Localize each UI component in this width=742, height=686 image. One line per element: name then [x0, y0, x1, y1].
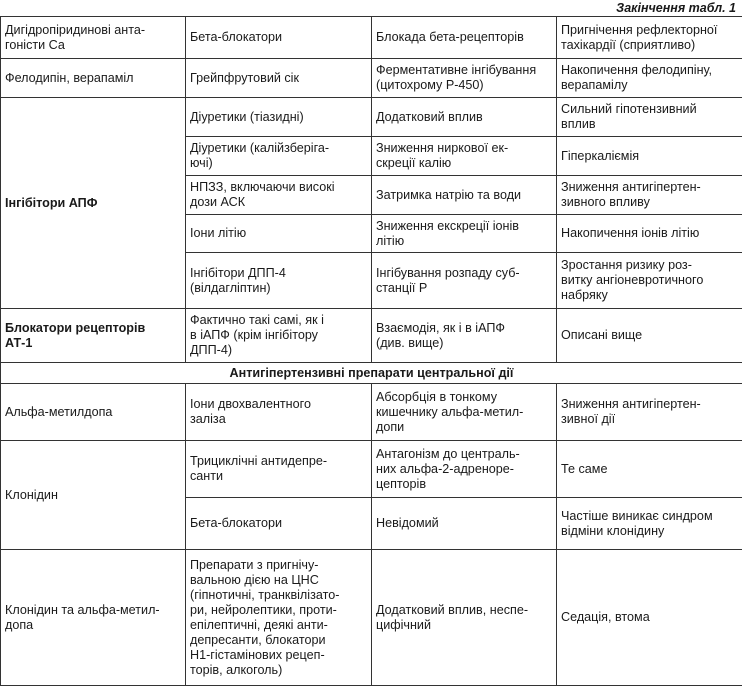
drug-cell: Інгібітори АПФ: [1, 98, 186, 309]
effect-cell: Сильний гіпотензивний вплив: [557, 98, 742, 137]
effect-cell: Пригнічення рефлекторної тахікардії (сприятливо): [557, 17, 742, 59]
effect-cell: Зростання ризику роз- витку ангіоневротичного набряку: [557, 253, 742, 309]
effect-cell: Частіше виникає синдром відміни клонідину: [557, 498, 742, 550]
effect-cell: Описані вище: [557, 309, 742, 363]
effect-cell: Накопичення іонів літію: [557, 215, 742, 253]
drug-cell: Клонідин та альфа-метил- допа: [1, 550, 186, 686]
table-row: [1, 98, 742, 137]
drug-cell: Фелодипін, верапаміл: [1, 59, 186, 98]
drug-cell: Блокатори рецепторів АТ-1: [1, 309, 186, 363]
table-row: [1, 17, 742, 59]
mechanism-cell: Ферментативне інгібування (цитохрому Р-450): [372, 59, 557, 98]
section-row: [1, 363, 742, 384]
interacting-agent-cell: Фактично такі самі, як і в іАПФ (крім інгібітору ДПП-4): [186, 309, 372, 363]
effect-cell: Зниження антигіпертен- зивної дії: [557, 384, 742, 441]
effect-cell: Гіперкаліємія: [557, 137, 742, 176]
table-row: [1, 59, 742, 98]
drug-interaction-table: [0, 16, 742, 686]
mechanism-cell: Затримка натрію та води: [372, 176, 557, 215]
interacting-agent-cell: Бета-блокатори: [186, 498, 372, 550]
drug-cell: Дигідропіридинові анта- гоністи Са: [1, 17, 186, 59]
mechanism-cell: Антагонізм до централь- них альфа-2-адреноре- цепторів: [372, 441, 557, 498]
table-row: [1, 441, 742, 498]
mechanism-cell: Зниження ниркової ек- скреції калію: [372, 137, 557, 176]
table-caption: Закінчення табл. 1: [616, 0, 736, 16]
interacting-agent-cell: Діуретики (тіазидні): [186, 98, 372, 137]
section-heading: Антигіпертензивні препарати центральної дії: [1, 363, 742, 384]
table-row: [1, 550, 742, 686]
interacting-agent-cell: Інгібітори ДПП-4 (вілдагліптин): [186, 253, 372, 309]
mechanism-cell: Абсорбція в тонкому кишечнику альфа-метил- допи: [372, 384, 557, 441]
mechanism-cell: Невідомий: [372, 498, 557, 550]
drug-cell: Клонідин: [1, 441, 186, 550]
interacting-agent-cell: Іони літію: [186, 215, 372, 253]
mechanism-cell: Додатковий вплив: [372, 98, 557, 137]
interacting-agent-cell: Іони двохвалентного заліза: [186, 384, 372, 441]
table-row: [1, 309, 742, 363]
drug-cell: Альфа-метилдопа: [1, 384, 186, 441]
effect-cell: Те саме: [557, 441, 742, 498]
interacting-agent-cell: Трициклічні антидепре- санти: [186, 441, 372, 498]
mechanism-cell: Взаємодія, як і в іАПФ (див. вище): [372, 309, 557, 363]
mechanism-cell: Зниження екскреції іонів літію: [372, 215, 557, 253]
mechanism-cell: Додатковий вплив, неспе- цифічний: [372, 550, 557, 686]
effect-cell: Зниження антигіпертен- зивного впливу: [557, 176, 742, 215]
interacting-agent-cell: Препарати з пригнічу- вальною дією на ЦНС (гіпнотичні, транквілізато- ри, нейролептики, проти- епілептичні, деякі анти- депресанти, блокатори Н1-гістамінових рецеп- торів, алкоголь): [186, 550, 372, 686]
interacting-agent-cell: Грейпфрутовий сік: [186, 59, 372, 98]
interacting-agent-cell: НПЗЗ, включаючи високі дози АСК: [186, 176, 372, 215]
table-row: [1, 384, 742, 441]
interacting-agent-cell: Діуретики (калійзберіга- ючі): [186, 137, 372, 176]
effect-cell: Седація, втома: [557, 550, 742, 686]
mechanism-cell: Інгібування розпаду суб- станції Р: [372, 253, 557, 309]
interacting-agent-cell: Бета-блокатори: [186, 17, 372, 59]
mechanism-cell: Блокада бета-рецепторів: [372, 17, 557, 59]
effect-cell: Накопичення фелодипіну, верапамілу: [557, 59, 742, 98]
